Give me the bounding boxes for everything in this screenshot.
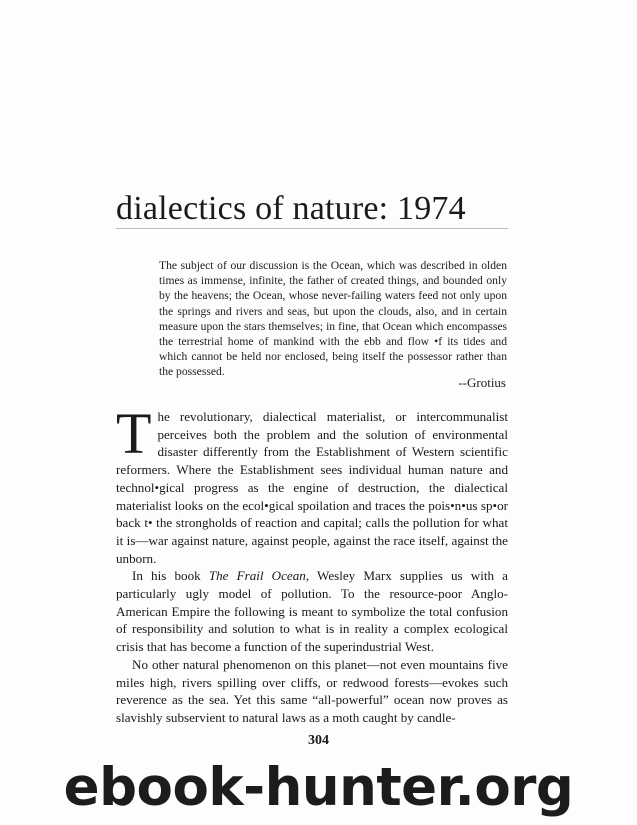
body-text [116,401,508,727]
book-title: The Frail Ocean, [208,568,310,584]
drop-cap: T [116,401,152,466]
page-number: 304 [308,733,329,748]
paragraph-1 [116,401,508,567]
paragraph-3: No other natural phenomenon on this planet—not even mountains five miles high, rivers spilling over cliffs, or redwood forests—evokes such reverence as the sea. Yet this same “all-powerful” ocean now proves as slavishly subservient to natural laws as a moth caught by candle- [116,656,508,725]
epigraph-attribution: --Grotius [458,375,506,390]
title-rule [116,228,508,229]
watermark-text: ebook-hunter.org [63,757,574,818]
paragraph-1-text: he revolutionary, dialectical materialist, or intercommunalist perceives both the problem and the solution of environmental disaster differently from the Establishment of Western scientific reformers. Where the Establishment sees individual human nature and technol•gical progress as the engine of destruction, the dialectical materialist looks on the ecol•gical spoilation and traces the pois•n•us sp•or back t• the strongholds of reaction and capital; calls the pollution for what it is—war against nature, against people, against the race itself, against the unborn. [116,409,508,566]
paragraph-2-lead: In his book [132,568,209,584]
chapter-title: dialectics of nature: 1974 [116,190,466,227]
paragraph-2 [116,567,508,656]
epigraph-text: The subject of our discussion is the Ocean, which was described in olden times as immense, infinite, the father of created things, and bounded only by the heavens; the Ocean, whose never-failing waters feed not only upon the springs and rivers and seas, but upon the clouds, also, and in certain measure upon the stars themselves; in fine, that Ocean which encompasses the terrestrial home of mankind with the ebb and flow •f its tides and which cannot be held nor enclosed, being itself the possessor rather than the possessed. [159,259,507,379]
paragraph-2-text: Wesley Marx supplies us with a particularly ugly model of pollution. To the resource-poor Anglo-American Empire the following is meant to symbolize the total confusion of responsibility and solution to what is in reality a complex ecological crisis that has become a function of the superindustrial West. [116,568,508,655]
